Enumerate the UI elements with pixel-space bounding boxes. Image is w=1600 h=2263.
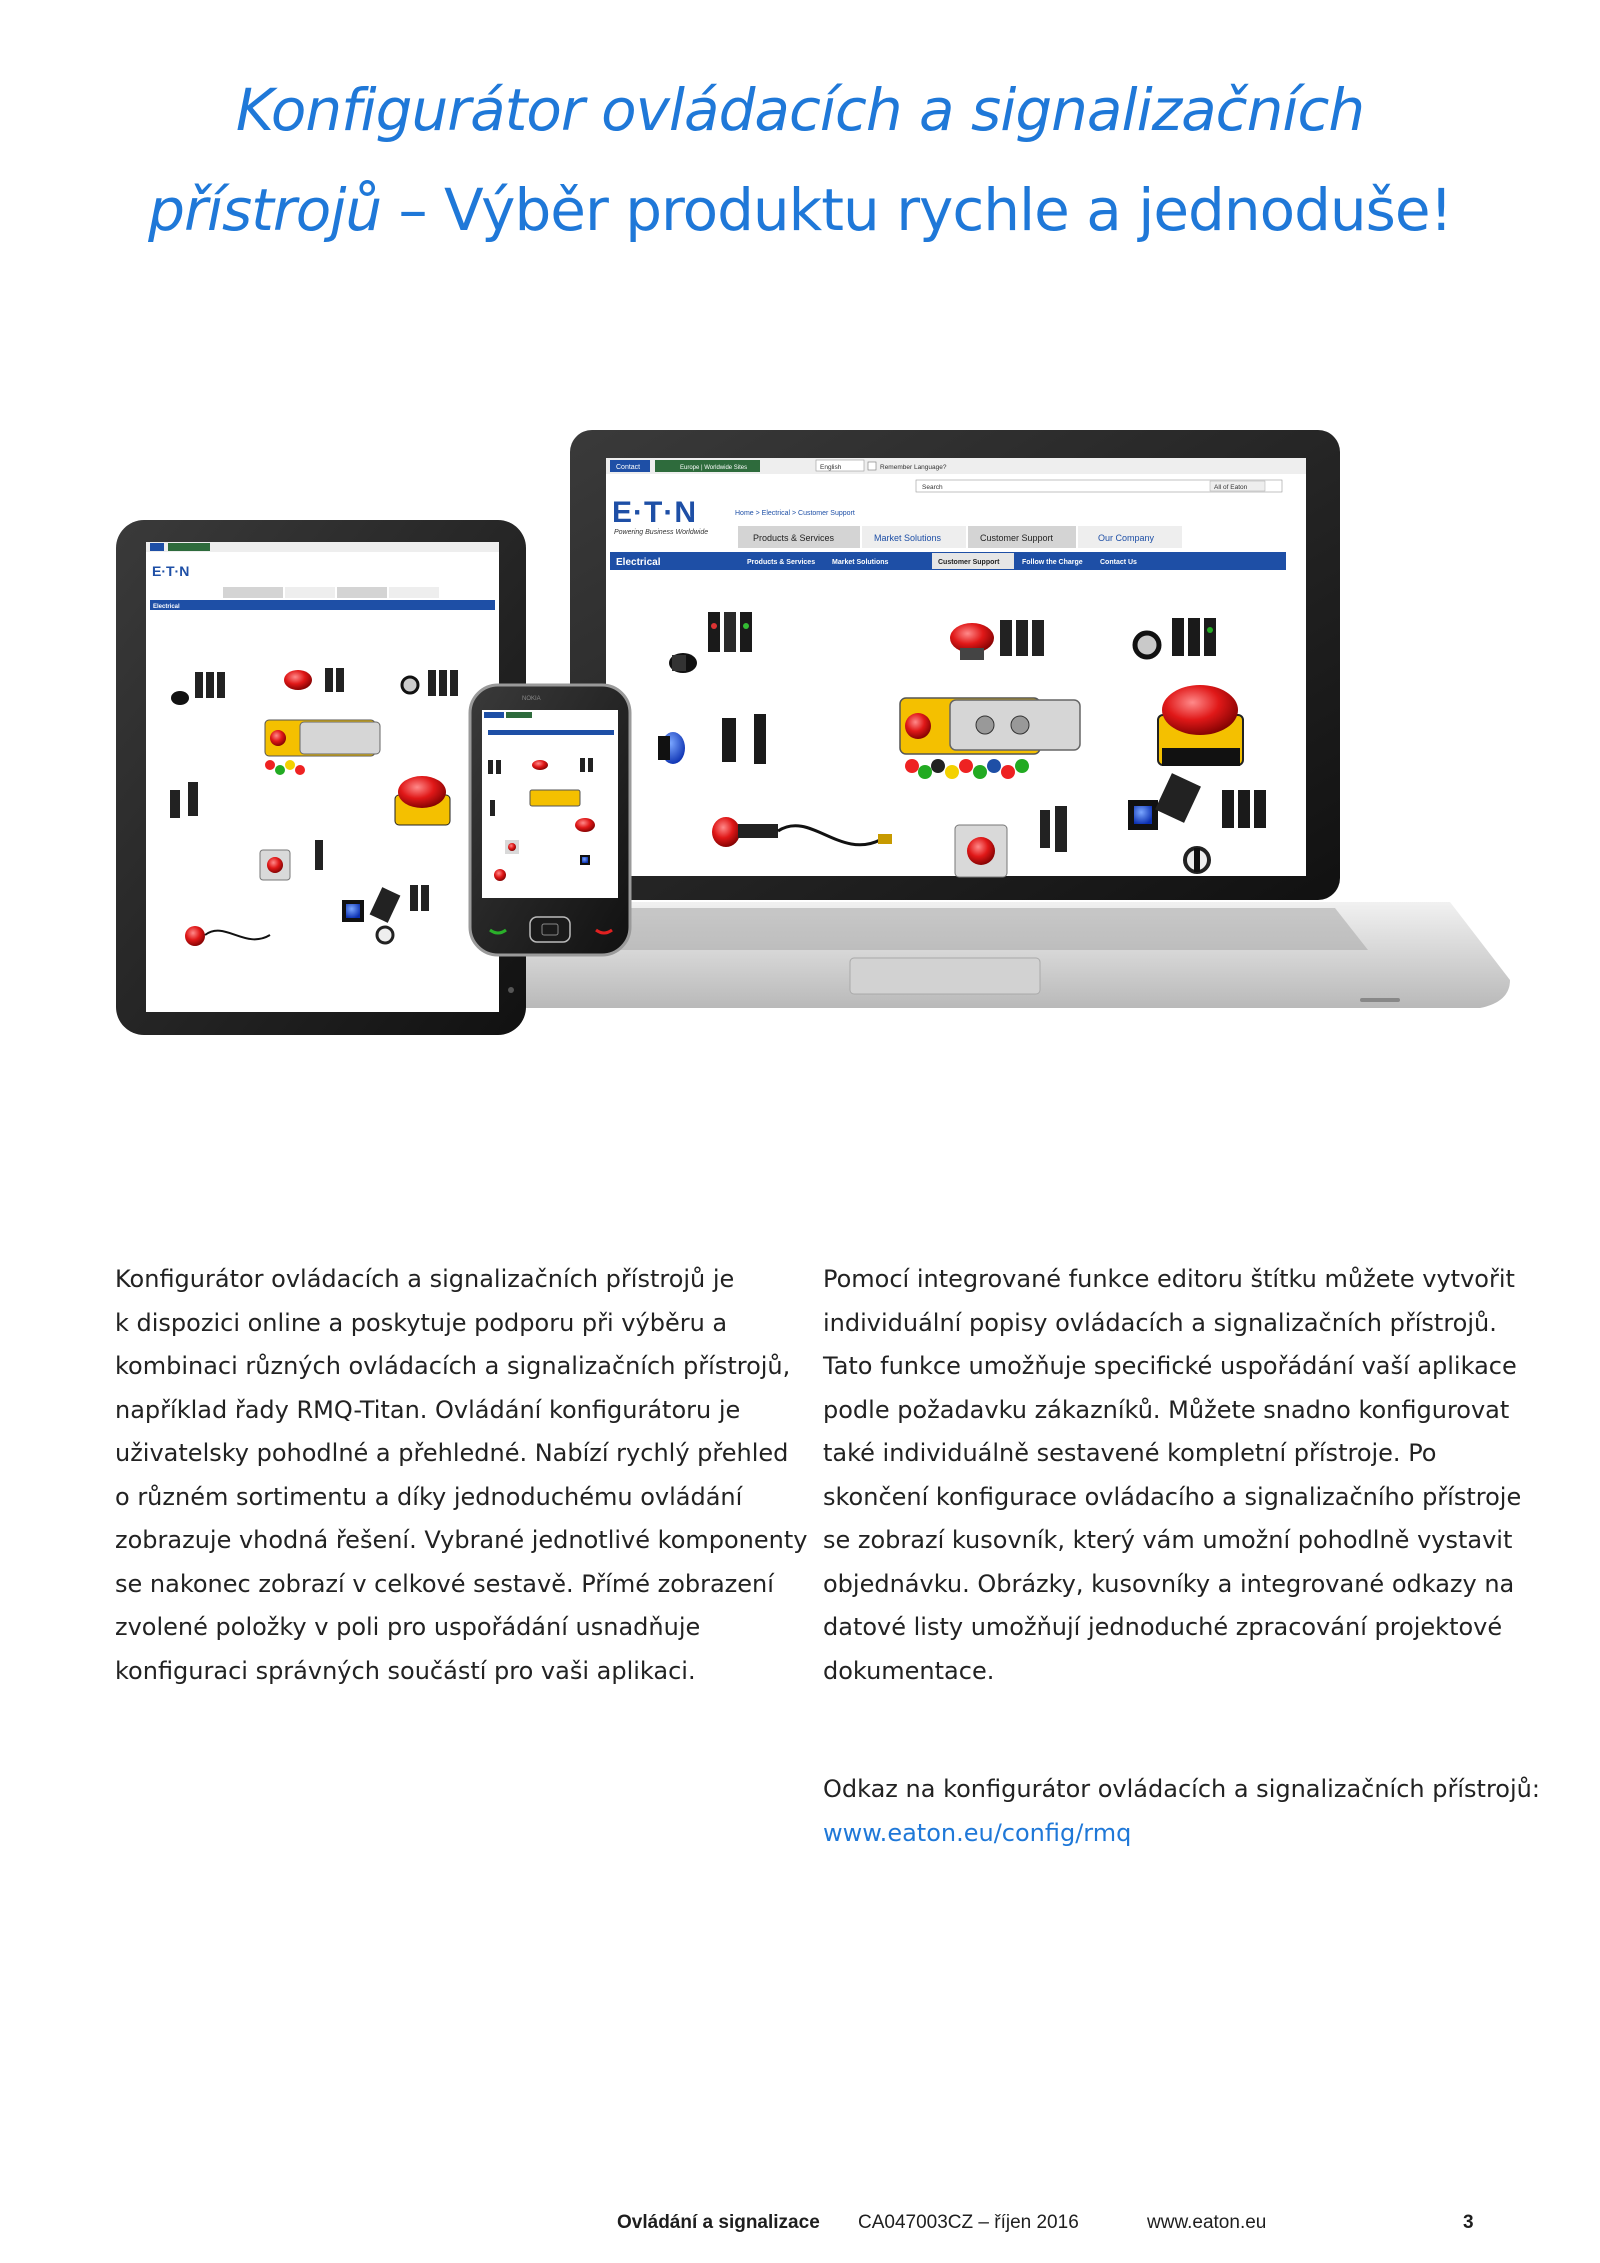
svg-text:Contact Us: Contact Us [1100, 559, 1137, 566]
devices-illustration [110, 430, 1510, 1090]
page-title [0, 60, 1600, 260]
text-line: Konfigurátor ovládacích a signalizačních přístrojů je [115, 1265, 735, 1293]
svg-text:Home > Electrical > Customer S: Home > Electrical > Customer Support [735, 510, 855, 517]
tablet-eaton-logo: E·T·N [152, 563, 190, 579]
title-line-1: Konfigurátor ovládacích a signalizačních [235, 76, 1365, 144]
svg-text:Customer Support: Customer Support [938, 559, 1000, 566]
phone [470, 685, 630, 955]
page-number: 3 [1463, 2212, 1474, 2233]
configurator-link[interactable]: www.eaton.eu/config/rmq [823, 1818, 1132, 1847]
tablet [116, 520, 526, 1035]
svg-text:Follow the Charge: Follow the Charge [1022, 559, 1083, 566]
text-line: zobrazuje vhodná řešení. Vybrané jednotlivé komponenty [115, 1526, 808, 1554]
text-line: uživatelsky pohodlné a přehledné. Nabízí rychlý přehled [115, 1439, 789, 1467]
svg-text:Powering Business Worldwide: Powering Business Worldwide [614, 529, 709, 536]
text-line: zvolené položky v poli pro uspořádání usnadňuje [115, 1613, 701, 1641]
svg-text:Products & Services: Products & Services [747, 559, 816, 566]
text-line: o různém sortimentu a díky jednoduchému ovládání [115, 1482, 743, 1511]
text-line: se nakonec zobrazí v celkové sestavě. Přímé zobrazení [115, 1569, 774, 1598]
svg-text:Search: Search [922, 484, 943, 491]
text-line: například řady RMQ-Titan. Ovládání konfigurátoru je [115, 1395, 741, 1424]
page-footer [0, 2212, 1600, 2242]
svg-text:Our Company: Our Company [1098, 533, 1155, 543]
footer-website: www.eaton.eu [1147, 2212, 1267, 2233]
laptop-contact: Contact [616, 464, 641, 471]
title-line-2 [0, 160, 1600, 260]
title-rest: – Výběr produktu rychle a jednoduše! [381, 176, 1452, 244]
footer-document-code: CA047003CZ – říjen 2016 [858, 2212, 1079, 2233]
text-line: se zobrazí kusovník, který vám umožní pohodlně vystavit [823, 1526, 1513, 1554]
configurator-link-block [823, 1768, 1543, 1855]
body-column-right [823, 1258, 1523, 1693]
svg-text:Customer Support: Customer Support [980, 533, 1054, 543]
link-intro: Odkaz na konfigurátor ovládacích a signalizačních přístrojů: [823, 1775, 1540, 1803]
text-line: také individuálně sestavené kompletní přístroje. Po [823, 1439, 1437, 1467]
laptop-screen [606, 458, 1306, 876]
svg-text:Market Solutions: Market Solutions [832, 559, 889, 566]
footer-title: Ovládání a signalizace [617, 2212, 820, 2233]
text-line: Tato funkce umožňuje specifické uspořádání vaší aplikace [823, 1352, 1517, 1380]
svg-text:Electrical: Electrical [153, 604, 180, 610]
svg-text:Market Solutions: Market Solutions [874, 533, 942, 543]
svg-text:Electrical: Electrical [616, 557, 661, 568]
body-column-left [115, 1258, 815, 1693]
text-line: Pomocí integrované funkce editoru štítku můžete vytvořit [823, 1265, 1515, 1293]
text-line: k dispozici online a poskytuje podporu při výběru a [115, 1308, 728, 1337]
laptop-trackpad [850, 958, 1040, 994]
svg-text:All of Eaton: All of Eaton [1214, 484, 1248, 491]
text-line: konfiguraci správných součástí pro vaši aplikaci. [115, 1656, 696, 1685]
title-italic: přístrojů [148, 176, 382, 244]
text-line: individuální popisy ovládacích a signalizačních přístrojů. [823, 1308, 1497, 1337]
laptop-sites: Europe | Worldwide Sites [680, 465, 748, 471]
text-line: dokumentace. [823, 1656, 995, 1685]
laptop-language: English [820, 464, 842, 471]
text-line: podle požadavku zákazníků. Můžete snadno konfigurovat [823, 1395, 1510, 1424]
text-line: skončení konfigurace ovládacího a signalizačního přístroje [823, 1482, 1522, 1511]
text-line: objednávku. Obrázky, kusovníky a integrované odkazy na [823, 1569, 1515, 1598]
svg-text:Products & Services: Products & Services [753, 533, 835, 543]
laptop-eaton-logo: E·T·N [612, 496, 697, 529]
laptop-keyboard-area [547, 908, 1368, 950]
laptop-remember: Remember Language? [880, 464, 947, 471]
text-line: kombinaci různých ovládacích a signalizačních přístrojů, [115, 1352, 791, 1380]
text-line: datové listy umožňují jednoduché zpracování projektové [823, 1613, 1503, 1641]
svg-text:NOKIA: NOKIA [522, 696, 541, 702]
phone-home-button[interactable] [530, 917, 570, 942]
